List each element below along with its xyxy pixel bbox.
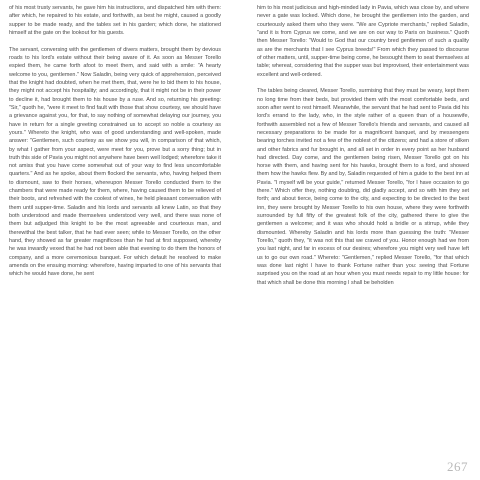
- page-number: 267: [447, 459, 468, 474]
- left-paragraph-1: of his most trusty servants, he gave him his instructions, and dispatched him with them: after which, he repaired to his estate, and forthwith, as best he might, caused a goodly supper to be made ready, and the tables set in his garden; which done, he stationed himself at the gate on the lookout for his guests.: [9, 5, 221, 36]
- left-paragraph-2: The servant, conversing with the gentlemen of divers matters, brought them by devious roads to his lord's estate without their being aware of it. As soon as Messer Torello espied them, he came forth afoot to meet them, and said with a smile: "A hearty welcome to you, gentlemen." Now Saladin, being very quick of apprehension, perceived that the knight had doubted, when he met them, that, were he to bid them to his house, they might not accept his hospitality; and accordingly, that it might not be in their power to decline it, had brought them to his house by a ruse. And so, returning his greeting: "Sir," quoth he, "were it meet to find fault with those that show courtesy, we should have a grievance against you, for that, to say nothing of somewhat delaying our journey, you have in return for a single greeting constrained us to accept so noble a courtesy as yours." Whereto the knight, who was of good understanding and well-spoken, made answer: "Gentlemen, such courtesy as we show you will, in comparison of that which, by what I gather from your aspect, were meet for you, prove but a sorry thing; but in truth this side of Pavia you might not anywhere have been well lodged; wherefore take it not amiss that you have come somewhat out of your way to find less uncomfortable quarters." And as he spoke, about them flocked the servants, who, having helped them to dismount, saw to their horses, whereupon Messer Torello conducted them to the chambers that were made ready for them, where, having caused them to be relieved of their boots, and refreshed with the coolest of wines, he held pleasant conversation with them until supper-time. Saladin and his lords and servants all knew Latin, so that they both understood and made themselves understood very well, and there was none of them but adjudged this knight to be the most agreeable and courteous man, and therewithal the best talker, that he had ever seen; while to Messer Torello, on the other hand, they showed as far greater magnificoes than he had at first supposed, whereby he was inwardly vexed that he had not been able that evening to do them the honors of company, and a more ceremonious banquet. For which default he resolved to make amends on the ensuing morning: wherefore, having imparted to one of his servants that which he would have done, he sent: [9, 46, 221, 278]
- right-text-column: [257, 4, 469, 287]
- right-paragraph-1: him to his most judicious and high-minded lady in Pavia, which was close by, and where never a gate was locked. Which done, he brought the gentlemen into the garden, and courteously asked them who they were. "We are Cypriote merchants," replied Saladin, "and it is from Cyprus we come, and we are on our way to Paris on business." Quoth then Messer Torello: "Would to God that our country bred gentlemen of such a quality as are the merchants that I see Cyprus breeds!" From which they passed to discourse of other matters, until, supper-time being come, he besought them to seat themselves at table; whereat, considering that the supper was but improvised, their entertainment was excellent and well-ordered.: [257, 5, 469, 78]
- left-text-column: [9, 4, 221, 279]
- right-paragraph-2: The tables being cleared, Messer Torello, surmising that they must be weary, kept them no long time from their beds, but provided them with the most comfortable beds, and soon after went to rest himself. Meanwhile, the servant that he had sent to Pavia did his lord's errand to the lady, who, in the style rather of a queen than of a housewife, forthwith assembled not a few of Messer Torello's friends and servants, and caused all necessary preparations to be made for a magnificent banquet, and by messengers bearing torches invited not a few of the noblest of the citizens; and had a store of silken and other fabrics and fur brought in, and all set in order in every point as her husband had directed. Day come, and the gentlemen being risen, Messer Torello got on his horse with them, and having sent for his hawks, brought them to a ford, and showed them how the hawks flew. By and by, Saladin requested of him a guide to the best inn at Pavia. "I myself will be your guide," returned Messer Torello, "for I have occasion to go there." Which offer they, nothing doubting, did gladly accept, and so with him they set forth; and about tierce, being come to the city, and expecting to be directed to the best inn, they were brought by Messer Torello to his own house, where they were forthwith surrounded by full fifty of the greatest folk of the city, gathered there to give the gentlemen a welcome; and it was who should hold a bridle or a stirrup, while they dismounted. Whereby Saladin and his lords more than guessing the truth: "Messer Torello," quoth they, "it was not this that we craved of you. Honor enough had we from you last night, and far in excess of our desires; wherefore you might very well have left us to go our own road." Whereto: "Gentlemen," replied Messer Torello, "for that which was done last night I have to thank Fortune rather than you: seeing that Fortune surprised you on the road at an hour when you must needs repair to my little house: for that which shall be done this morning I shall be beholden: [257, 88, 469, 286]
